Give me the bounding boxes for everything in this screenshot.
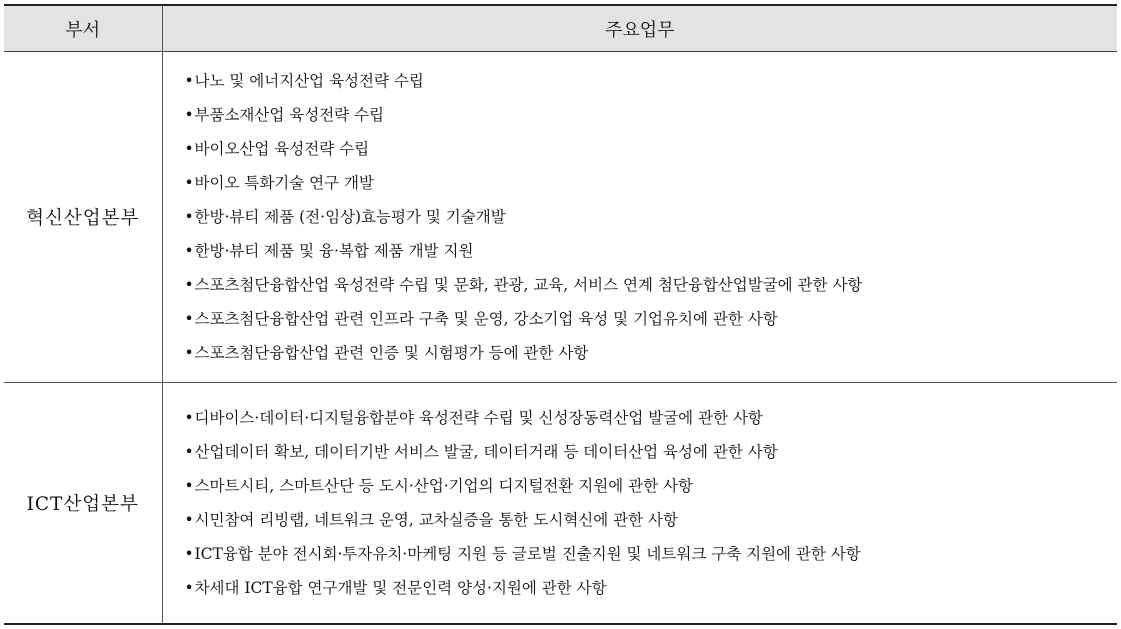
bullet-icon: • bbox=[184, 276, 194, 294]
list-item bbox=[185, 401, 1118, 435]
bullet-icon: • bbox=[184, 174, 194, 192]
department-cell: 혁신산업본부 bbox=[4, 52, 162, 383]
duties-cell bbox=[162, 383, 1117, 625]
bullet-icon: • bbox=[184, 310, 194, 328]
list-item bbox=[185, 98, 1118, 132]
org-duties-table-wrapper bbox=[4, 4, 1117, 625]
org-duties-table bbox=[4, 4, 1117, 625]
bullet-icon: • bbox=[184, 208, 194, 226]
duty-text: 디바이스·데이터·디지털융합분야 육성전략 수립 및 신성장동력산업 발굴에 관한 사항 bbox=[194, 409, 763, 427]
list-item bbox=[185, 200, 1118, 234]
list-item bbox=[185, 166, 1118, 200]
bullet-icon: • bbox=[184, 443, 194, 461]
bullet-icon: • bbox=[184, 409, 194, 427]
duty-list bbox=[163, 64, 1118, 370]
duty-text: 한방·뷰티 제품 및 융·복합 제품 개발 지원 bbox=[194, 242, 474, 260]
duty-text: 차세대 ICT융합 연구개발 및 전문인력 양성·지원에 관한 사항 bbox=[194, 579, 607, 597]
duties-cell bbox=[162, 52, 1117, 383]
list-item bbox=[185, 435, 1118, 469]
duty-text: 스마트시티, 스마트산단 등 도시·산업·기업의 디지털전환 지원에 관한 사항 bbox=[194, 477, 693, 495]
bullet-icon: • bbox=[184, 344, 194, 362]
duty-text: 부품소재산업 육성전략 수립 bbox=[194, 106, 385, 124]
list-item bbox=[185, 571, 1118, 605]
list-item bbox=[185, 234, 1118, 268]
bullet-icon: • bbox=[184, 511, 194, 529]
bullet-icon: • bbox=[184, 579, 194, 597]
list-item bbox=[185, 302, 1118, 336]
header-department: 부서 bbox=[4, 5, 162, 52]
duty-text: 시민참여 리빙랩, 네트워크 운영, 교차실증을 통한 도시혁신에 관한 사항 bbox=[194, 511, 678, 529]
header-duties: 주요업무 bbox=[162, 5, 1117, 52]
duty-text: 산업데이터 확보, 데이터기반 서비스 발굴, 데이터거래 등 데이터산업 육성에 관한 사항 bbox=[194, 443, 778, 461]
bullet-icon: • bbox=[184, 72, 194, 90]
department-cell: ICT산업본부 bbox=[4, 383, 162, 625]
duty-text: ICT융합 분야 전시회·투자유치·마케팅 지원 등 글로벌 진출지원 및 네트워크 구축 지원에 관한 사항 bbox=[194, 545, 861, 563]
bullet-icon: • bbox=[184, 140, 194, 158]
duty-text: 한방·뷰티 제품 (전·임상)효능평가 및 기술개발 bbox=[194, 208, 506, 226]
list-item bbox=[185, 336, 1118, 370]
duty-list bbox=[163, 401, 1118, 605]
duty-text: 스포츠첨단융합산업 관련 인프라 구축 및 운영, 강소기업 육성 및 기업유치에 관한 사항 bbox=[194, 310, 778, 328]
bullet-icon: • bbox=[184, 106, 194, 124]
table-row-ict-industry bbox=[4, 383, 1117, 625]
duty-text: 스포츠첨단융합산업 관련 인증 및 시험평가 등에 관한 사항 bbox=[194, 344, 589, 362]
list-item bbox=[185, 132, 1118, 166]
bullet-icon: • bbox=[184, 545, 194, 563]
list-item bbox=[185, 268, 1118, 302]
list-item bbox=[185, 537, 1118, 571]
list-item bbox=[185, 64, 1118, 98]
duty-text: 바이오 특화기술 연구 개발 bbox=[194, 174, 374, 192]
list-item bbox=[185, 503, 1118, 537]
duty-text: 나노 및 에너지산업 육성전략 수립 bbox=[194, 72, 424, 90]
list-item bbox=[185, 469, 1118, 503]
bullet-icon: • bbox=[184, 242, 194, 260]
bullet-icon: • bbox=[184, 477, 194, 495]
duty-text: 스포츠첨단융합산업 육성전략 수립 및 문화, 관광, 교육, 서비스 연계 첨단융합산업발굴에 관한 사항 bbox=[194, 276, 863, 294]
duty-text: 바이오산업 육성전략 수립 bbox=[194, 140, 370, 158]
table-row-innovation-industry bbox=[4, 52, 1117, 383]
header-row bbox=[4, 5, 1117, 52]
